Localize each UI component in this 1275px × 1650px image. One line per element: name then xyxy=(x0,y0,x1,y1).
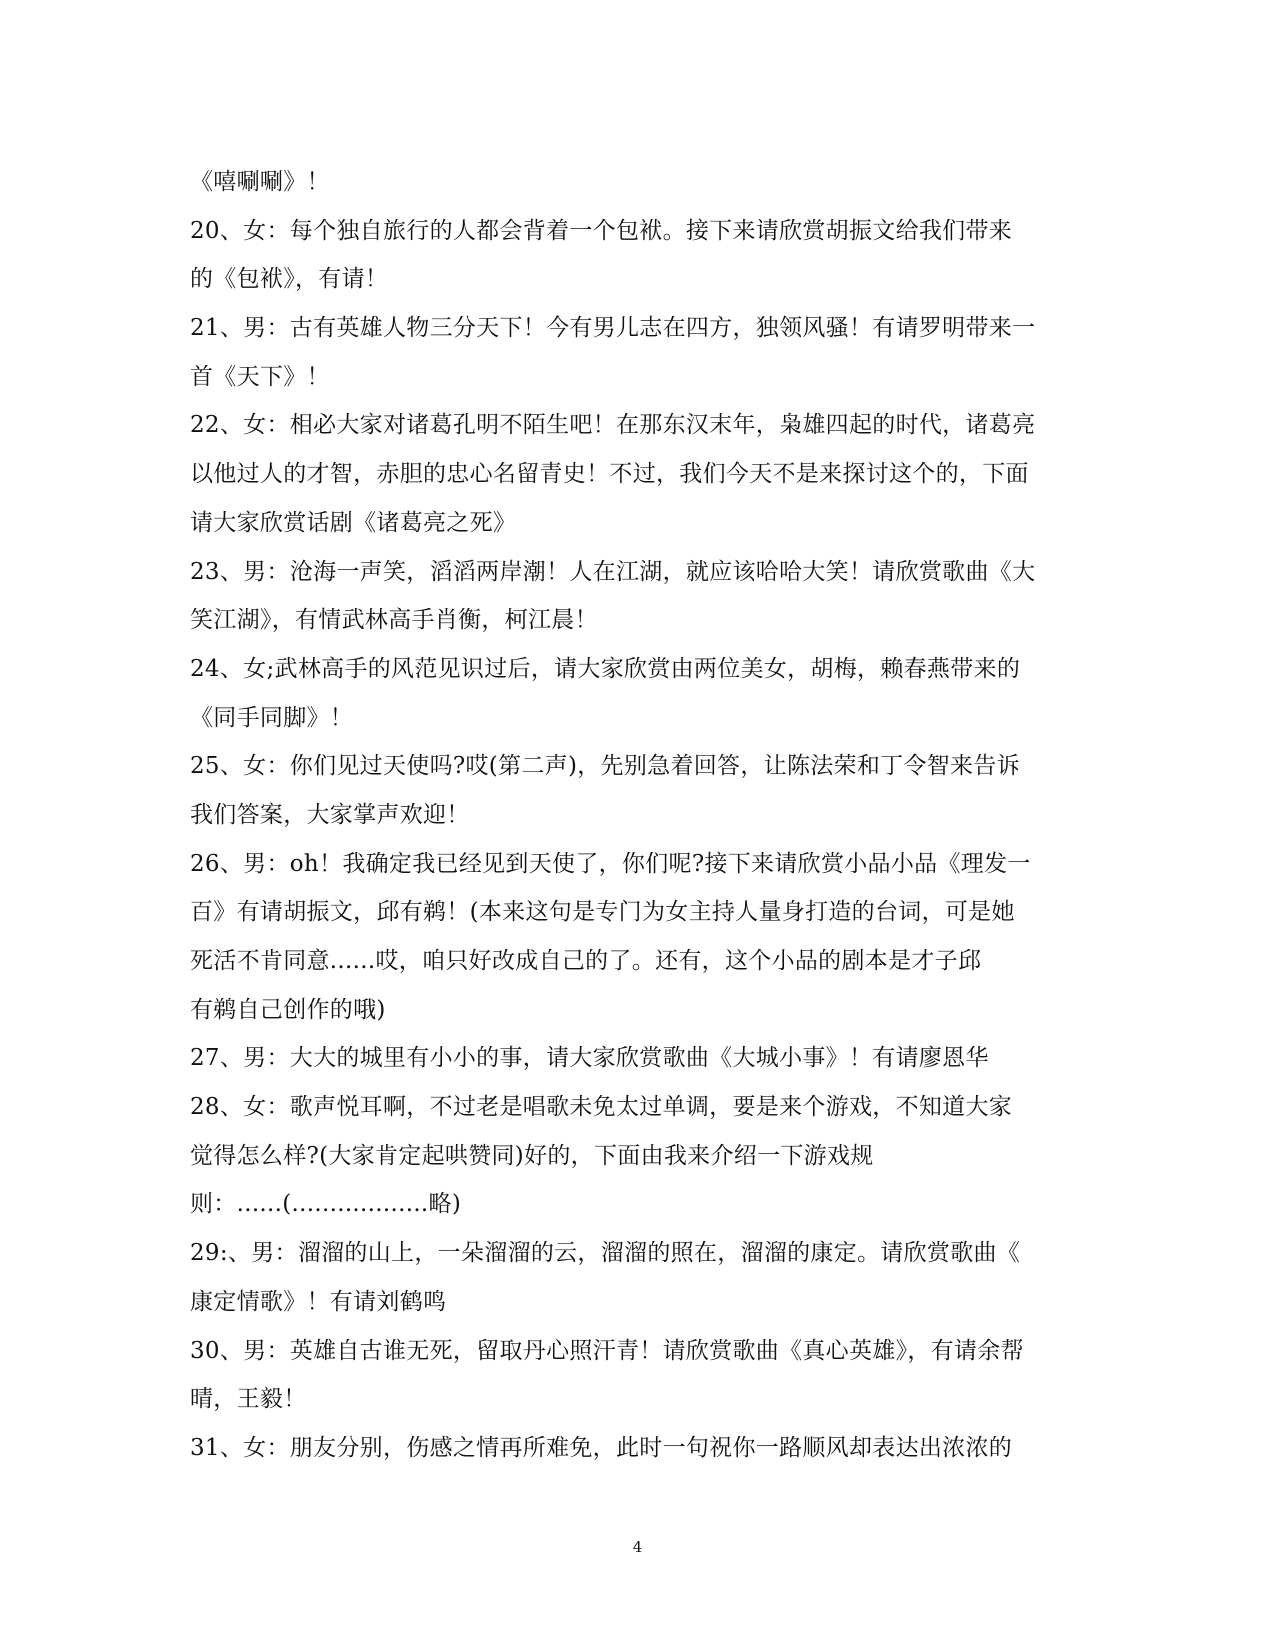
text-line: 30、男：英雄自古谁无死，留取丹心照汗青！请欣赏歌曲《真心英雄》，有请余帮 xyxy=(190,1337,1024,1364)
text-line: 29:、男：溜溜的山上，一朵溜溜的云，溜溜的照在，溜溜的康定。请欣赏歌曲《 xyxy=(190,1240,1021,1267)
text-line: 20、女：每个独自旅行的人都会背着一个包袱。接下来请欣赏胡振文给我们带来 xyxy=(190,217,1013,244)
text-line: 27、男：大大的城里有小小的事，请大家欣赏歌曲《大城小事》！有请廖恩华 xyxy=(190,1045,989,1072)
page-number: 4 xyxy=(632,1538,643,1556)
text-line: 我们答案，大家掌声欢迎！ xyxy=(190,801,470,828)
text-line: 死活不肯同意......哎，咱只好改成自己的了。还有，这个小品的剧本是才子邱 xyxy=(190,948,982,974)
text-line: 康定情歌》！有请刘鹤鸣 xyxy=(190,1288,447,1315)
text-line: 26、男：oh！我确定我已经见到天使了，你们呢?接下来请欣赏小品小品《理发一 xyxy=(190,850,1031,877)
text-line: 请大家欣赏话剧《诸葛亮之死》 xyxy=(190,509,517,536)
text-line: 31、女：朋友分别，伤感之情再所难免，此时一句祝你一路顺风却表达出浓浓的 xyxy=(190,1434,1013,1461)
text-line: 百》有请胡振文，邱有鹈！(本来这句是专门为女主持人量身打造的台词，可是她 xyxy=(190,899,1015,926)
text-line: 《嘻唰唰》！ xyxy=(190,169,330,195)
text-line: 觉得怎么样?(大家肯定起哄赞同)好的，下面由我来介绍一下游戏规 xyxy=(190,1142,874,1169)
text-line: 则：......(..................略) xyxy=(190,1191,462,1218)
text-line: 21、男：古有英雄人物三分天下！今有男儿志在四方，独领风骚！有请罗明带来一 xyxy=(190,315,1036,342)
text-line: 晴，王毅！ xyxy=(190,1386,307,1413)
text-line: 笑江湖》，有情武林高手肖衡，柯江晨！ xyxy=(190,607,598,634)
text-line: 25、女：你们见过天使吗?哎(第二声)，先别急着回答，让陈法荣和丁令智来告诉 xyxy=(190,753,1020,780)
text-line: 23、男：沧海一声笑，滔滔两岸潮！人在江湖，就应该哈哈大笑！请欣赏歌曲《大 xyxy=(190,558,1036,585)
text-line: 《同手同脚》！ xyxy=(190,704,354,731)
text-line: 28、女：歌声悦耳啊，不过老是唱歌未免太过单调，要是来个游戏，不知道大家 xyxy=(190,1094,1013,1121)
text-line: 有鹈自己创作的哦) xyxy=(190,996,386,1023)
text-line: 24、女;武林高手的风范见识过后，请大家欣赏由两位美女，胡梅，赖春燕带来的 xyxy=(190,655,1021,682)
text-line: 首《天下》！ xyxy=(190,363,330,390)
text-line: 的《包袱》，有请！ xyxy=(190,266,389,293)
text-line: 22、女：相必大家对诸葛孔明不陌生吧！在那东汉末年，枭雄四起的时代，诸葛亮 xyxy=(190,412,1036,439)
document-body xyxy=(190,158,1080,1473)
text-line: 以他过人的才智，赤胆的忠心名留青史！不过，我们今天不是来探讨这个的，下面 xyxy=(190,461,1029,488)
